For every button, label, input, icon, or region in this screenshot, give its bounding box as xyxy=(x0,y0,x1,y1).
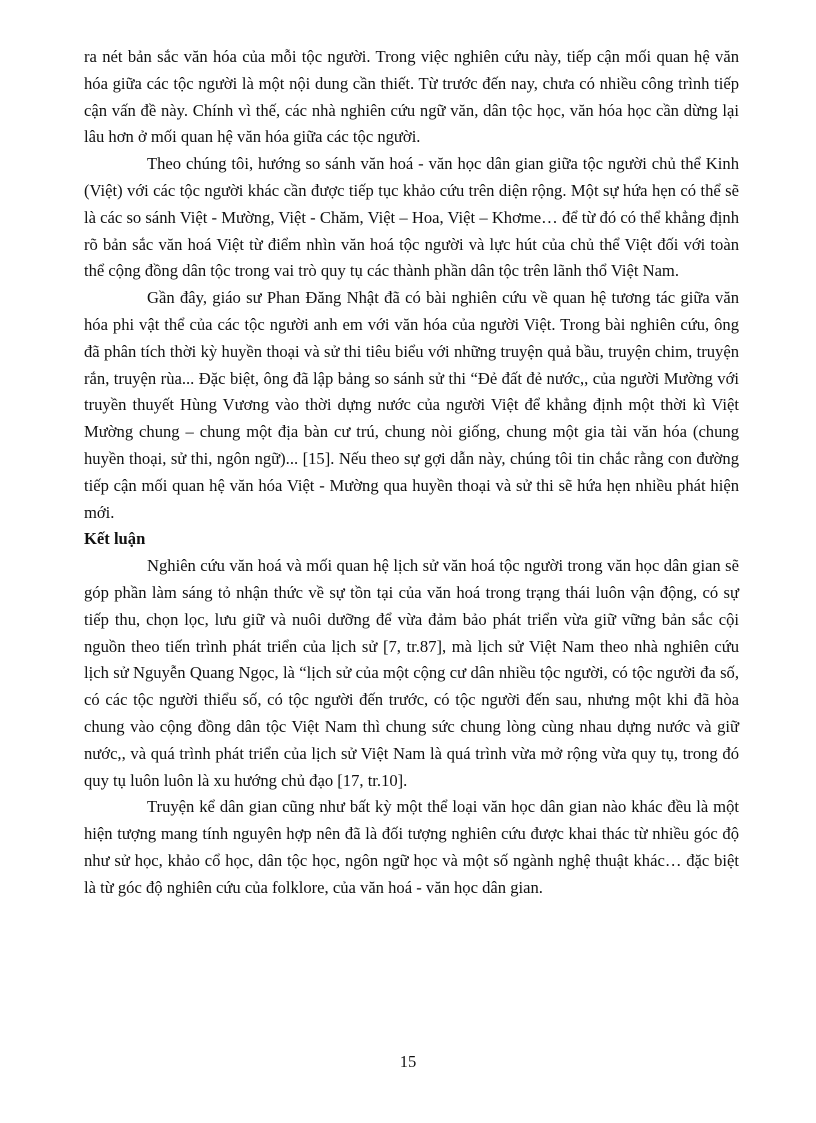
paragraph-conclusion-2: Truyện kể dân gian cũng như bất kỳ một thể loại văn học dân gian nào khác đều là một hiện tượng mang tính nguyên hợp nên đã là đối tượng nghiên cứu được khai thác từ nhiều góc độ như sử học, khảo cổ học, dân tộc học, ngôn ngữ học và một số ngành nghệ thuật khác… đặc biệt là từ góc độ nghiên cứu của folklore, của văn hoá - văn học dân gian. xyxy=(84,797,739,897)
page-number: 15 xyxy=(399,1052,417,1071)
document-body xyxy=(84,44,739,902)
paragraph-phan-dang-nhat: Gần đây, giáo sư Phan Đăng Nhật đã có bài nghiên cứu về quan hệ tương tác giữa văn hóa phi vật thể của các tộc người anh em với văn hóa của người Việt. Trong bài nghiên cứu, ông đã phân tích thời kỳ huyền thoại và sử thi tiêu biểu với những truyện quả bầu, truyện chim, truyện rắn, truyện rùa... Đặc biệt, ông đã lập bảng so sánh sử thi “Đẻ đất đẻ nước,, của người Mường với truyền thuyết Hùng Vương vào thời dựng nước của người Việt để khẳng định một thời kì Việt Mường chung – chung một địa bàn cư trú, chung nòi giống, chung một gia tài văn hóa (chung huyền thoại, sử thi, ngôn ngữ)... [15]. Nếu theo sự gợi dẫn này, chúng tôi tin chắc rằng con đường tiếp cận mối quan hệ văn hóa Việt - Mường qua huyền thoại và sử thi sẽ hứa hẹn nhiều phát hiện mới. xyxy=(84,288,739,522)
paragraph-continuation: ra nét bản sắc văn hóa của mỗi tộc người. Trong việc nghiên cứu này, tiếp cận mối quan hệ văn hóa giữa các tộc người là một nội dung cần thiết. Từ trước đến nay, chưa có nhiều công trình tiếp cận vấn đề này. Chính vì thế, các nhà nghiên cứu ngữ văn, dân tộc học, văn hóa học cần dừng lại lâu hơn ở mối quan hệ văn hóa giữa các tộc người. xyxy=(84,47,739,147)
paragraph-conclusion-1: Nghiên cứu văn hoá và mối quan hệ lịch sử văn hoá tộc người trong văn học dân gian sẽ góp phần làm sáng tỏ nhận thức về sự tồn tại của văn hoá trong trạng thái luôn vận động, có sự tiếp thu, chọn lọc, lưu giữ và nuôi dưỡng để vừa đảm bảo phát triển vừa giữ vững bản sắc cội nguồn theo tiến trình phát triển của lịch sử [7, tr.87], mà lịch sử Việt Nam theo nhà nghiên cứu lịch sử Nguyễn Quang Ngọc, là “lịch sử của một cộng cư dân nhiều tộc người, có tộc người đa số, có các tộc người thiểu số, có tộc người đến trước, có tộc người đến sau, nhưng một khi đã hòa chung vào cộng đồng dân tộc Việt Nam thì chung sức chung lòng cùng nhau dựng nước và giữ nước,, và quá trình phát triển của lịch sử Việt Nam là quá trình vừa mở rộng vừa quy tụ, trong đó quy tụ luôn luôn là xu hướng chủ đạo [17, tr.10]. xyxy=(84,556,739,790)
paragraph-comparison-direction: Theo chúng tôi, hướng so sánh văn hoá - văn học dân gian giữa tộc người chủ thể Kinh (Việt) với các tộc người khác cần được tiếp tục khảo cứu trên diện rộng. Một sự hứa hẹn có thể sẽ là các so sánh Việt - Mường, Việt - Chăm, Việt – Hoa, Việt – Khơme… để từ đó có thể khẳng định rõ bản sắc văn hoá Việt từ điểm nhìn văn hoá tộc người và lực hút của chủ thể Việt đối với toàn thể cộng đồng dân tộc trong vai trò quy tụ các thành phần dân tộc trên lãnh thổ Việt Nam. xyxy=(84,154,739,281)
section-heading-conclusion: Kết luận xyxy=(84,529,146,549)
